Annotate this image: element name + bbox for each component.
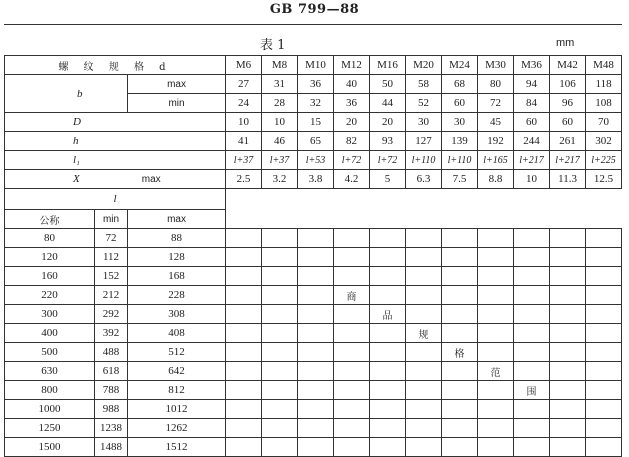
- empty-cell: [226, 267, 262, 286]
- standard-code: GB 799—88: [269, 2, 360, 17]
- empty-cell: [550, 324, 586, 343]
- l-min: 618: [95, 362, 128, 381]
- D-value: 10: [262, 113, 298, 132]
- l-max: 128: [128, 248, 226, 267]
- l1-value: l+225: [586, 151, 622, 170]
- empty-cell: [370, 381, 406, 400]
- empty-cell: [334, 267, 370, 286]
- empty-cell: [478, 248, 514, 267]
- empty-cell: [406, 286, 442, 305]
- empty-cell: [406, 381, 442, 400]
- empty-cell: [298, 305, 334, 324]
- l-min: 392: [95, 324, 128, 343]
- empty-cell: [370, 324, 406, 343]
- b-max-value: 118: [586, 75, 622, 94]
- empty-cell: [298, 438, 334, 457]
- b-max-value: 68: [442, 75, 478, 94]
- b-max-row: [5, 75, 622, 94]
- l-nominal: 630: [5, 362, 95, 381]
- empty-cell: [334, 305, 370, 324]
- empty-cell: [478, 229, 514, 248]
- h-value: 93: [370, 132, 406, 151]
- empty-cell: [442, 438, 478, 457]
- empty-cell: [586, 400, 622, 419]
- l-nominal: 120: [5, 248, 95, 267]
- l-nominal: 160: [5, 267, 95, 286]
- l-row: [5, 343, 622, 362]
- l-min: 988: [95, 400, 128, 419]
- empty-cell: [586, 286, 622, 305]
- empty-cell: [586, 362, 622, 381]
- empty-cell: [442, 400, 478, 419]
- X-value: 5: [370, 170, 406, 189]
- table-title: 表 1: [260, 38, 286, 53]
- X-value: 8.8: [478, 170, 514, 189]
- empty-cell: [298, 343, 334, 362]
- size-header: M30: [478, 56, 514, 75]
- size-header: M42: [550, 56, 586, 75]
- empty-cell: [514, 305, 550, 324]
- empty-cell: [298, 362, 334, 381]
- empty-cell: [334, 400, 370, 419]
- empty-cell: [514, 438, 550, 457]
- empty-cell: [262, 381, 298, 400]
- empty-cell: [226, 343, 262, 362]
- l-min: 1238: [95, 419, 128, 438]
- empty-cell: [298, 400, 334, 419]
- empty-cell: [226, 305, 262, 324]
- unit-label: mm: [556, 37, 575, 49]
- X-value: 3.2: [262, 170, 298, 189]
- empty-cell: [586, 267, 622, 286]
- D-value: 45: [478, 113, 514, 132]
- h-value: 46: [262, 132, 298, 151]
- empty-cell: [298, 248, 334, 267]
- empty-cell: [550, 343, 586, 362]
- blank-area: [226, 210, 622, 229]
- size-header: M12: [334, 56, 370, 75]
- D-value: 30: [442, 113, 478, 132]
- empty-cell: [514, 419, 550, 438]
- empty-cell: [442, 305, 478, 324]
- empty-cell: [298, 419, 334, 438]
- commercial-range-char: 格: [442, 343, 478, 362]
- b-min-value: 36: [334, 94, 370, 113]
- empty-cell: [370, 286, 406, 305]
- empty-cell: [226, 362, 262, 381]
- D-value: 70: [586, 113, 622, 132]
- b-max-value: 50: [370, 75, 406, 94]
- empty-cell: [298, 286, 334, 305]
- l1-value: l+217: [550, 151, 586, 170]
- l-row: [5, 229, 622, 248]
- empty-cell: [334, 324, 370, 343]
- size-header: M36: [514, 56, 550, 75]
- l-subheader-row: [5, 210, 622, 229]
- empty-cell: [334, 229, 370, 248]
- commercial-range-char: 范: [478, 362, 514, 381]
- b-label: b: [5, 75, 128, 113]
- l1-value: l+110: [442, 151, 478, 170]
- empty-cell: [514, 248, 550, 267]
- b-max-value: 27: [226, 75, 262, 94]
- empty-cell: [586, 324, 622, 343]
- l-nominal: 1250: [5, 419, 95, 438]
- h-value: 139: [442, 132, 478, 151]
- h-value: 261: [550, 132, 586, 151]
- h-value: 65: [298, 132, 334, 151]
- empty-cell: [226, 248, 262, 267]
- l-nominal: 500: [5, 343, 95, 362]
- b-min-label: min: [128, 94, 226, 113]
- empty-cell: [262, 286, 298, 305]
- empty-cell: [550, 400, 586, 419]
- X-value: 6.3: [406, 170, 442, 189]
- empty-cell: [370, 248, 406, 267]
- empty-cell: [514, 400, 550, 419]
- empty-cell: [406, 362, 442, 381]
- empty-cell: [586, 343, 622, 362]
- empty-cell: [478, 286, 514, 305]
- empty-cell: [262, 267, 298, 286]
- empty-cell: [226, 419, 262, 438]
- l-nominal: 800: [5, 381, 95, 400]
- empty-cell: [586, 305, 622, 324]
- size-header: M24: [442, 56, 478, 75]
- l-max: 512: [128, 343, 226, 362]
- empty-cell: [406, 248, 442, 267]
- b-min-value: 60: [442, 94, 478, 113]
- top-rule: [4, 24, 622, 25]
- empty-cell: [406, 400, 442, 419]
- empty-cell: [370, 343, 406, 362]
- D-value: 60: [514, 113, 550, 132]
- empty-cell: [406, 305, 442, 324]
- empty-cell: [550, 229, 586, 248]
- empty-cell: [442, 362, 478, 381]
- empty-cell: [334, 362, 370, 381]
- X-value: 10: [514, 170, 550, 189]
- empty-cell: [514, 229, 550, 248]
- l-min: 788: [95, 381, 128, 400]
- b-max-value: 80: [478, 75, 514, 94]
- empty-cell: [478, 419, 514, 438]
- D-row: [5, 113, 622, 132]
- empty-cell: [442, 267, 478, 286]
- empty-cell: [262, 400, 298, 419]
- l-row: [5, 419, 622, 438]
- empty-cell: [406, 229, 442, 248]
- l-max: 168: [128, 267, 226, 286]
- empty-cell: [586, 438, 622, 457]
- empty-cell: [226, 438, 262, 457]
- empty-cell: [262, 438, 298, 457]
- l1-value: l+53: [298, 151, 334, 170]
- empty-cell: [406, 343, 442, 362]
- h-label: h: [5, 132, 226, 151]
- D-value: 10: [226, 113, 262, 132]
- empty-cell: [550, 267, 586, 286]
- b-max-value: 106: [550, 75, 586, 94]
- empty-cell: [478, 305, 514, 324]
- empty-cell: [334, 438, 370, 457]
- spec-table: [4, 55, 622, 457]
- empty-cell: [478, 381, 514, 400]
- l-nominal: 300: [5, 305, 95, 324]
- l-max: 1512: [128, 438, 226, 457]
- l-min-header: min: [95, 210, 128, 229]
- h-row: [5, 132, 622, 151]
- l1-value: l+72: [370, 151, 406, 170]
- empty-cell: [442, 381, 478, 400]
- D-value: 15: [298, 113, 334, 132]
- empty-cell: [334, 343, 370, 362]
- l-row: [5, 438, 622, 457]
- empty-cell: [406, 267, 442, 286]
- l1-value: l+217: [514, 151, 550, 170]
- l-max: 642: [128, 362, 226, 381]
- b-max-value: 40: [334, 75, 370, 94]
- empty-cell: [442, 419, 478, 438]
- empty-cell: [406, 438, 442, 457]
- empty-cell: [298, 381, 334, 400]
- l-max: 88: [128, 229, 226, 248]
- empty-cell: [262, 229, 298, 248]
- commercial-range-char: 规: [406, 324, 442, 343]
- empty-cell: [442, 248, 478, 267]
- X-row: [5, 170, 622, 189]
- empty-cell: [514, 362, 550, 381]
- empty-cell: [226, 324, 262, 343]
- l-min: 152: [95, 267, 128, 286]
- empty-cell: [226, 286, 262, 305]
- empty-cell: [370, 229, 406, 248]
- empty-cell: [514, 267, 550, 286]
- b-min-value: 32: [298, 94, 334, 113]
- empty-cell: [262, 248, 298, 267]
- commercial-range-char: 围: [514, 381, 550, 400]
- l-max-header: max: [128, 210, 226, 229]
- empty-cell: [514, 343, 550, 362]
- l-row: [5, 267, 622, 286]
- X-value: 4.2: [334, 170, 370, 189]
- empty-cell: [262, 324, 298, 343]
- empty-cell: [370, 400, 406, 419]
- size-header: M20: [406, 56, 442, 75]
- empty-cell: [550, 286, 586, 305]
- h-value: 244: [514, 132, 550, 151]
- b-max-value: 36: [298, 75, 334, 94]
- l-row: [5, 248, 622, 267]
- D-label: D: [5, 113, 226, 132]
- empty-cell: [442, 324, 478, 343]
- l-nominal: 1000: [5, 400, 95, 419]
- b-min-value: 28: [262, 94, 298, 113]
- size-header: M48: [586, 56, 622, 75]
- D-value: 20: [370, 113, 406, 132]
- size-header: M10: [298, 56, 334, 75]
- l1-label: l₁: [5, 151, 226, 170]
- empty-cell: [586, 381, 622, 400]
- empty-cell: [226, 381, 262, 400]
- size-header: M16: [370, 56, 406, 75]
- l1-value: l+110: [406, 151, 442, 170]
- empty-cell: [370, 362, 406, 381]
- X-value: 11.3: [550, 170, 586, 189]
- empty-cell: [298, 267, 334, 286]
- D-value: 20: [334, 113, 370, 132]
- empty-cell: [370, 267, 406, 286]
- l-nominal: 400: [5, 324, 95, 343]
- l-row: [5, 324, 622, 343]
- empty-cell: [478, 343, 514, 362]
- l-min: 292: [95, 305, 128, 324]
- size-header: M8: [262, 56, 298, 75]
- empty-cell: [370, 419, 406, 438]
- h-value: 41: [226, 132, 262, 151]
- X-label-cell: [5, 170, 226, 189]
- b-max-label: max: [128, 75, 226, 94]
- h-value: 127: [406, 132, 442, 151]
- empty-cell: [550, 362, 586, 381]
- empty-cell: [262, 305, 298, 324]
- l-max: 1262: [128, 419, 226, 438]
- empty-cell: [550, 305, 586, 324]
- empty-cell: [262, 419, 298, 438]
- b-min-value: 72: [478, 94, 514, 113]
- l-label-row: [5, 189, 622, 210]
- empty-cell: [586, 248, 622, 267]
- b-min-value: 108: [586, 94, 622, 113]
- empty-cell: [550, 248, 586, 267]
- b-min-value: 24: [226, 94, 262, 113]
- l-min: 1488: [95, 438, 128, 457]
- empty-cell: [334, 419, 370, 438]
- empty-cell: [550, 419, 586, 438]
- l-max: 408: [128, 324, 226, 343]
- empty-cell: [550, 438, 586, 457]
- empty-cell: [298, 229, 334, 248]
- empty-cell: [478, 267, 514, 286]
- l-max: 308: [128, 305, 226, 324]
- empty-cell: [406, 419, 442, 438]
- X-value: 7.5: [442, 170, 478, 189]
- b-min-value: 96: [550, 94, 586, 113]
- l-max: 228: [128, 286, 226, 305]
- b-min-value: 52: [406, 94, 442, 113]
- l1-value: l+72: [334, 151, 370, 170]
- l1-value: l+165: [478, 151, 514, 170]
- l-nominal-header: 公称: [5, 210, 95, 229]
- h-value: 192: [478, 132, 514, 151]
- empty-cell: [514, 286, 550, 305]
- empty-cell: [334, 248, 370, 267]
- l-max: 1012: [128, 400, 226, 419]
- b-max-value: 58: [406, 75, 442, 94]
- b-max-value: 31: [262, 75, 298, 94]
- h-value: 302: [586, 132, 622, 151]
- D-value: 60: [550, 113, 586, 132]
- X-value: 3.8: [298, 170, 334, 189]
- table-caption-bar: [0, 32, 629, 54]
- h-value: 82: [334, 132, 370, 151]
- empty-cell: [586, 419, 622, 438]
- b-min-value: 44: [370, 94, 406, 113]
- empty-cell: [478, 438, 514, 457]
- l-nominal: 80: [5, 229, 95, 248]
- D-value: 30: [406, 113, 442, 132]
- empty-cell: [550, 381, 586, 400]
- empty-cell: [298, 324, 334, 343]
- X-value: 2.5: [226, 170, 262, 189]
- l-max: 812: [128, 381, 226, 400]
- l-min: 112: [95, 248, 128, 267]
- empty-cell: [478, 400, 514, 419]
- l1-row: [5, 151, 622, 170]
- commercial-range-char: 品: [370, 305, 406, 324]
- empty-cell: [514, 324, 550, 343]
- size-header-row: [5, 56, 622, 75]
- l-label: l: [5, 189, 226, 210]
- l-row: [5, 381, 622, 400]
- commercial-range-char: 商: [334, 286, 370, 305]
- blank-area: [226, 189, 622, 210]
- X-value: 12.5: [586, 170, 622, 189]
- empty-cell: [262, 362, 298, 381]
- empty-cell: [370, 438, 406, 457]
- empty-cell: [442, 229, 478, 248]
- X-label: X: [73, 173, 80, 185]
- b-min-value: 84: [514, 94, 550, 113]
- l-row: [5, 362, 622, 381]
- X-max-label: max: [141, 174, 161, 185]
- empty-cell: [226, 400, 262, 419]
- empty-cell: [478, 324, 514, 343]
- empty-cell: [442, 286, 478, 305]
- empty-cell: [226, 229, 262, 248]
- l-nominal: 1500: [5, 438, 95, 457]
- b-max-value: 94: [514, 75, 550, 94]
- l-row: [5, 286, 622, 305]
- l1-value: l+37: [226, 151, 262, 170]
- l-row: [5, 400, 622, 419]
- empty-cell: [262, 343, 298, 362]
- l1-value: l+37: [262, 151, 298, 170]
- l-nominal: 220: [5, 286, 95, 305]
- l-min: 488: [95, 343, 128, 362]
- empty-cell: [586, 229, 622, 248]
- l-min: 212: [95, 286, 128, 305]
- size-header: M6: [226, 56, 262, 75]
- l-min: 72: [95, 229, 128, 248]
- spec-label: 螺 纹 规 格 d: [5, 56, 226, 75]
- l-row: [5, 305, 622, 324]
- empty-cell: [334, 381, 370, 400]
